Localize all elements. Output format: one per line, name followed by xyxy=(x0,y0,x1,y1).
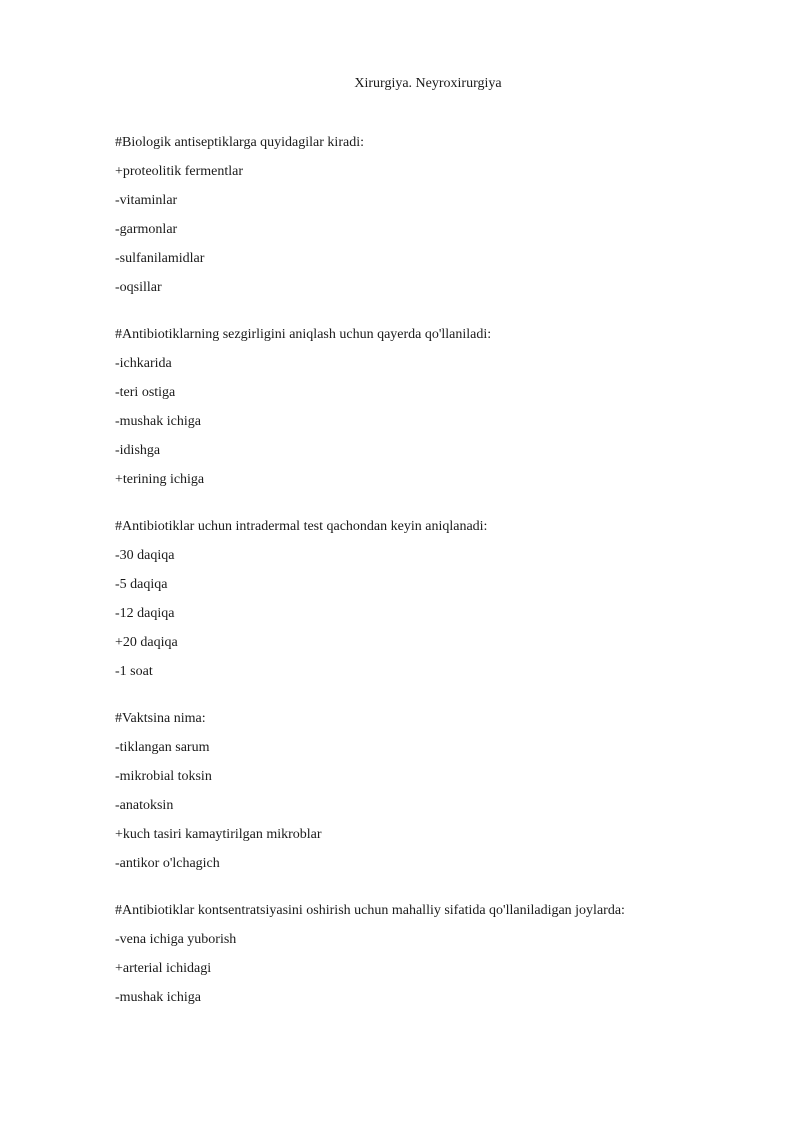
answer-option: -mushak ichiga xyxy=(115,414,201,429)
answer-option: -garmonlar xyxy=(115,222,178,237)
answer-option: -vena ichiga yuborish xyxy=(115,932,237,947)
question-text: #Vaktsina nima: xyxy=(115,711,206,726)
answer-option: +terining ichiga xyxy=(115,472,205,487)
question-block-1 xyxy=(115,134,735,297)
question-text: #Antibiotiklar uchun intradermal test qachondan keyin aniqlanadi: xyxy=(115,519,488,534)
question-block-3 xyxy=(115,518,735,681)
answer-option: -vitaminlar xyxy=(115,193,178,208)
answer-option: -oqsillar xyxy=(115,280,162,295)
question-text: #Antibiotiklarning sezgirligini aniqlash uchun qayerda qo'llaniladi: xyxy=(115,327,492,342)
question-list xyxy=(115,134,735,1036)
question-block-4 xyxy=(115,710,735,873)
answer-option: -sulfanilamidlar xyxy=(115,251,205,266)
answer-option: -1 soat xyxy=(115,664,153,679)
question-block-2 xyxy=(115,326,735,489)
answer-option: -12 daqiqa xyxy=(115,606,175,621)
answer-option: -mushak ichiga xyxy=(115,990,201,1005)
answer-option: -anatoksin xyxy=(115,798,174,813)
question-text: #Antibiotiklar kontsentratsiyasini oshirish uchun mahalliy sifatida qo'llaniladigan joylarda: xyxy=(115,903,625,918)
answer-option: -ichkarida xyxy=(115,356,172,371)
answer-option: -mikrobial toksin xyxy=(115,769,212,784)
answer-option: -idishga xyxy=(115,443,161,458)
answer-option: +20 daqiqa xyxy=(115,635,178,650)
question-block-5 xyxy=(115,902,735,1007)
answer-option: -5 daqiqa xyxy=(115,577,168,592)
answer-option: +kuch tasiri kamaytirilgan mikroblar xyxy=(115,827,322,842)
answer-option: -teri ostiga xyxy=(115,385,176,400)
answer-option: +arterial ichidagi xyxy=(115,961,212,976)
answer-option: -30 daqiqa xyxy=(115,548,175,563)
answer-option: +proteolitik fermentlar xyxy=(115,164,244,179)
answer-option: -tiklangan sarum xyxy=(115,740,210,755)
document-title: Xirurgiya. Neyroxirurgiya xyxy=(354,76,502,91)
answer-option: -antikor o'lchagich xyxy=(115,856,220,871)
question-text: #Biologik antiseptiklarga quyidagilar kiradi: xyxy=(115,135,364,150)
